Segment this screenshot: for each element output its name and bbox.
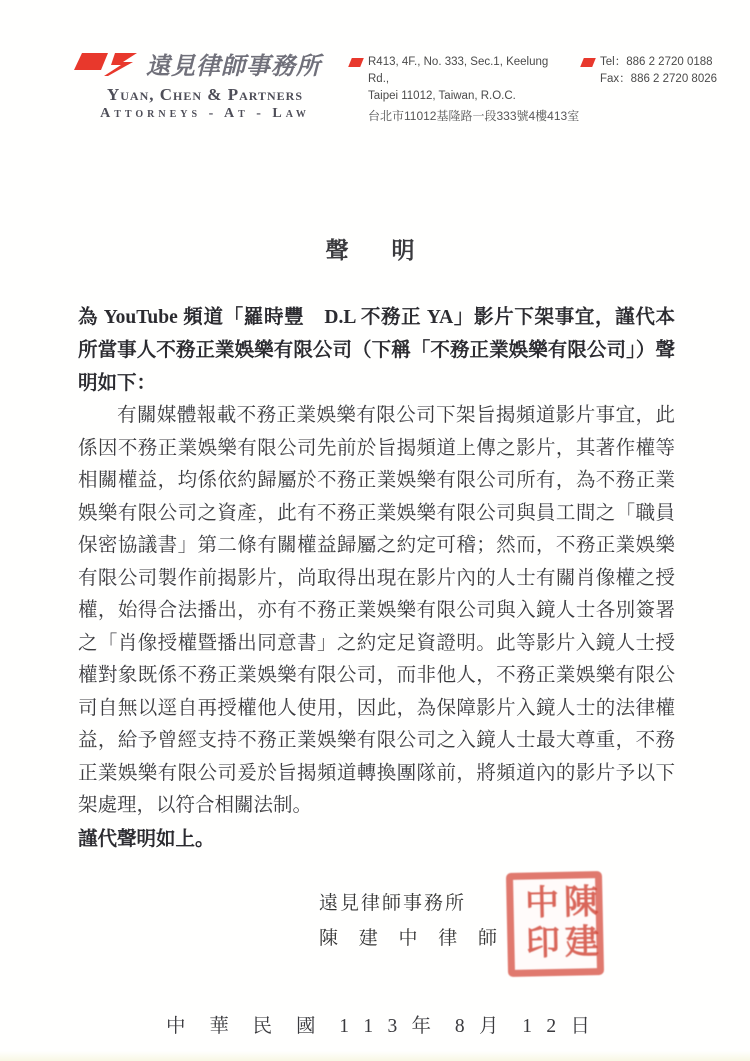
seal-right-column: 陳建 [558, 882, 597, 964]
firm-contact-block [350, 54, 717, 126]
firm-subtitle-en: Attorneys - At - Law [100, 106, 310, 121]
firm-logo-icon [74, 49, 138, 79]
address-zh: 台北市11012基隆路一段333號4樓413室 [368, 109, 580, 123]
main-paragraph: 有關媒體報載不務正業娛樂有限公司下架旨揭頻道影片事宜，此係因不務正業娛樂有限公司先前於旨揭頻道上傳之影片，其著作權等相關權益，均係依約歸屬於不務正業娛樂有限公司所有，為不務正業娛樂有限公司之資產，此有不務正業娛樂有限公司與員工間之「職員保密協議書」第二條有關權益歸屬之約定可稽；然而，不務正業娛樂有限公司製作前揭影片，尚取得出現在影片內的人士有關肖像權之授權，始得合法播出，亦有不務正業娛樂有限公司與入鏡人士各別簽署之「肖像授權暨播出同意書」之約定足資證明。此等影片入鏡人士授權對象既係不務正業娛樂有限公司，而非他人，不務正業娛樂有限公司自無以逕自再授權他人使用，因此，為保障影片入鏡人士的法律權益，給予曾經支持不務正業娛樂有限公司之入鏡人士最大尊重，不務正業娛樂有限公司爰於旨揭頻道轉換團隊前，將頻道內的影片予以下架處理，以符合相關法制。 [78, 405, 675, 816]
address-line-2: Taipei 11012, Taiwan, R.O.C. [368, 90, 516, 102]
fax-line: Fax：886 2 2720 8026 [600, 73, 718, 85]
signature-block [78, 874, 675, 976]
address-block [350, 54, 580, 126]
firm-name-en: Yuan, Chen & Partners [106, 85, 304, 104]
attorney-seal [506, 871, 604, 977]
firm-identity [74, 46, 336, 122]
red-square-bullet-icon [580, 58, 596, 67]
document-title: 聲 明 [325, 238, 425, 263]
intro-paragraph: 為 YouTube 頻道「羅時豐 D.L 不務正 YA」影片下架事宜，謹代本所當事人不務正業娛樂有限公司（下稱「不務正業娛樂有限公司」）聲明如下： [78, 307, 675, 394]
tel-line: Tel：886 2 2720 0188 [600, 56, 713, 68]
phone-block [582, 54, 717, 126]
document-content [0, 301, 750, 1038]
signature-attorney-name: 陳 建 中 律 師 [318, 927, 505, 949]
address-line-1: R413, 4F., No. 333, Sec.1, Keelung Rd., [368, 56, 549, 85]
firm-name-zh: 遠見律師事務所 [146, 54, 321, 80]
signature-firm-name: 遠見律師事務所 [318, 892, 466, 914]
seal-left-column: 中印 [519, 883, 558, 965]
letterhead [0, 0, 750, 126]
roc-date-line: 中 華 民 國 1 1 3 年 8 月 1 2 日 [166, 1015, 590, 1037]
red-square-bullet-icon [348, 58, 364, 67]
closing-line: 謹代聲明如上。 [78, 828, 215, 850]
scan-edge-artifact [0, 1051, 750, 1061]
